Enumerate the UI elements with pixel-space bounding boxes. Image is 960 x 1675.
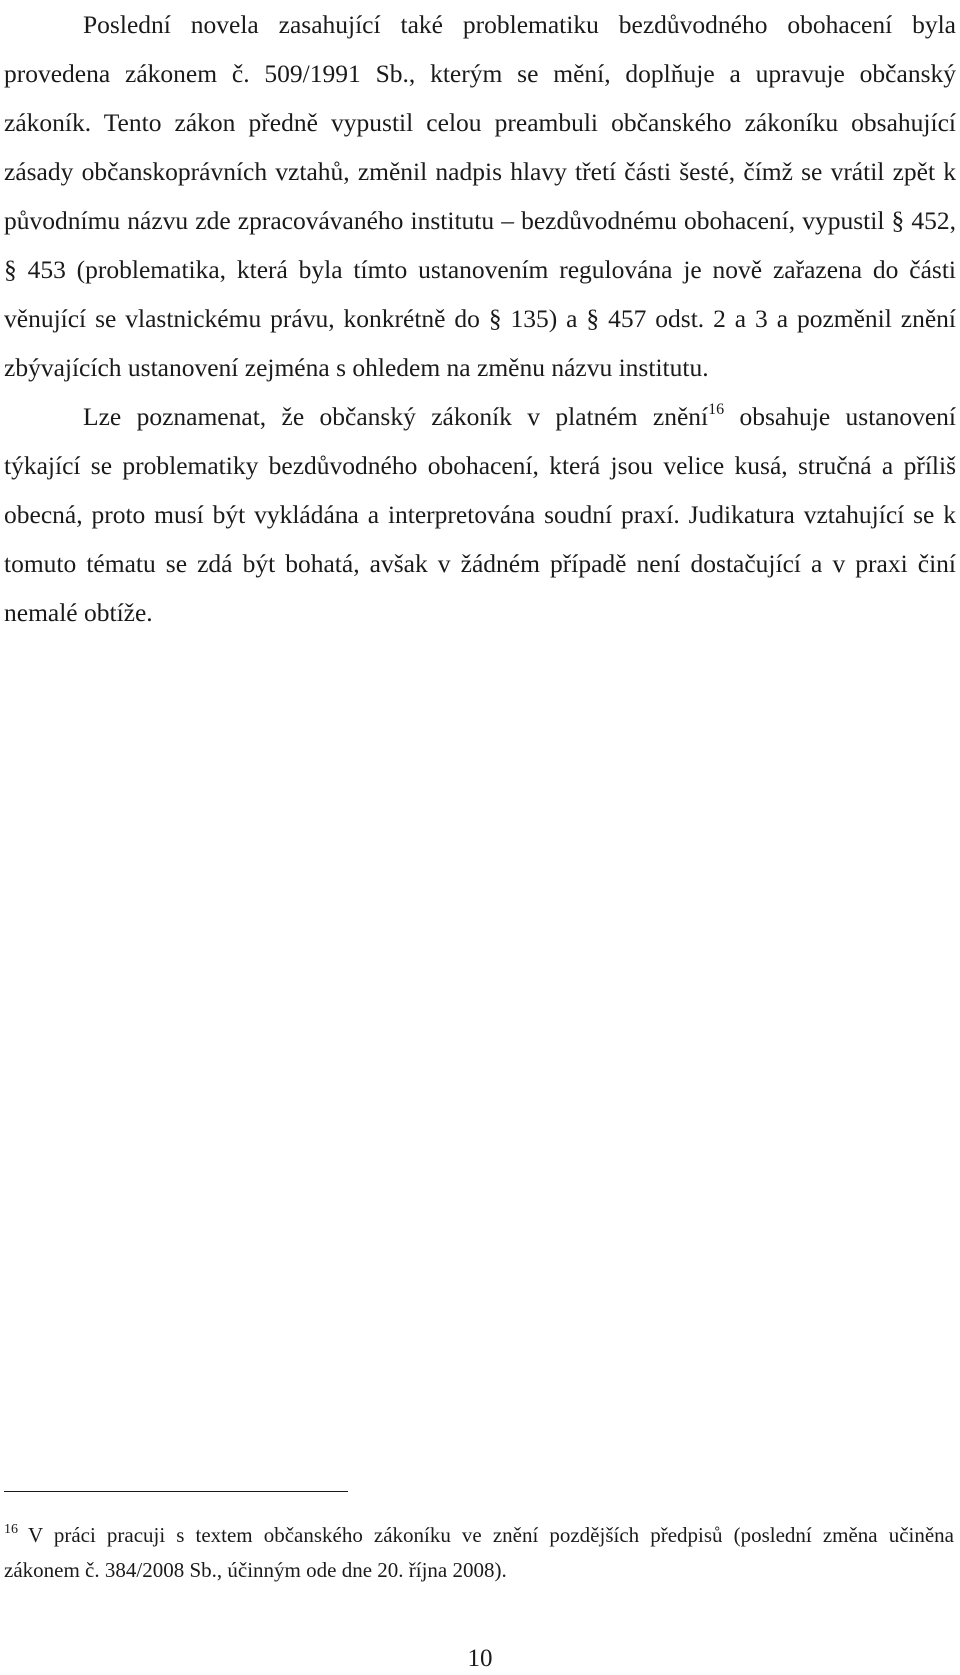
footnote-separator — [4, 1491, 348, 1492]
paragraph-amendment-text: Poslední novela zasahující také problematiku bezdůvodného obohacení byla provedena zákonem č. 509/1991 Sb., kterým se mění, doplňuje a upravuje občanský zákoník. Tento zákon předně vypustil celou preambuli občanského zákoníku obsahující zásady občanskoprávních vztahů, změnil nadpis hlavy třetí části šesté, čímž se vrátil zpět k původnímu názvu zde zpracovávaného institutu – bezdůvodnému obohacení, vypustil § 452, § 453 (problematika, která byla tímto ustanovením regulována je nově zařazena do části věnující se vlastnickému právu, konkrétně do § 135) a § 457 odst. 2 a 3 a pozměnil znění zbývajících ustanovení zejména s ohledem na změnu názvu institutu. — [4, 10, 956, 382]
footnote — [4, 1518, 954, 1588]
footnote-reference[interactable]: 16 — [708, 401, 725, 418]
paragraph-amendment — [4, 0, 956, 392]
paragraph-current-law-text-start: Lze poznamenat, že občanský zákoník v platném znění — [83, 402, 709, 431]
paragraph-current-law-text-end: obsahuje ustanovení týkající se problematiky bezdůvodného obohacení, která jsou velice kusá, stručná a příliš obecná, proto musí být vykládána a interpretována soudní praxí. Judikatura vztahující se k tomuto tématu se zdá být bohatá, avšak v žádném případě není dostačující a v praxi činí nemalé obtíže. — [4, 402, 957, 627]
paragraph-current-law — [4, 392, 956, 637]
body-text — [4, 0, 956, 637]
footnote-number: 16 — [4, 1522, 18, 1537]
page-number: 10 — [467, 1645, 493, 1672]
footnote-text: V práci pracuji s textem občanského zákoníku ve znění pozdějších předpisů (poslední změna učiněna zákonem č. 384/2008 Sb., účinným ode dne 20. října 2008). — [4, 1523, 954, 1582]
